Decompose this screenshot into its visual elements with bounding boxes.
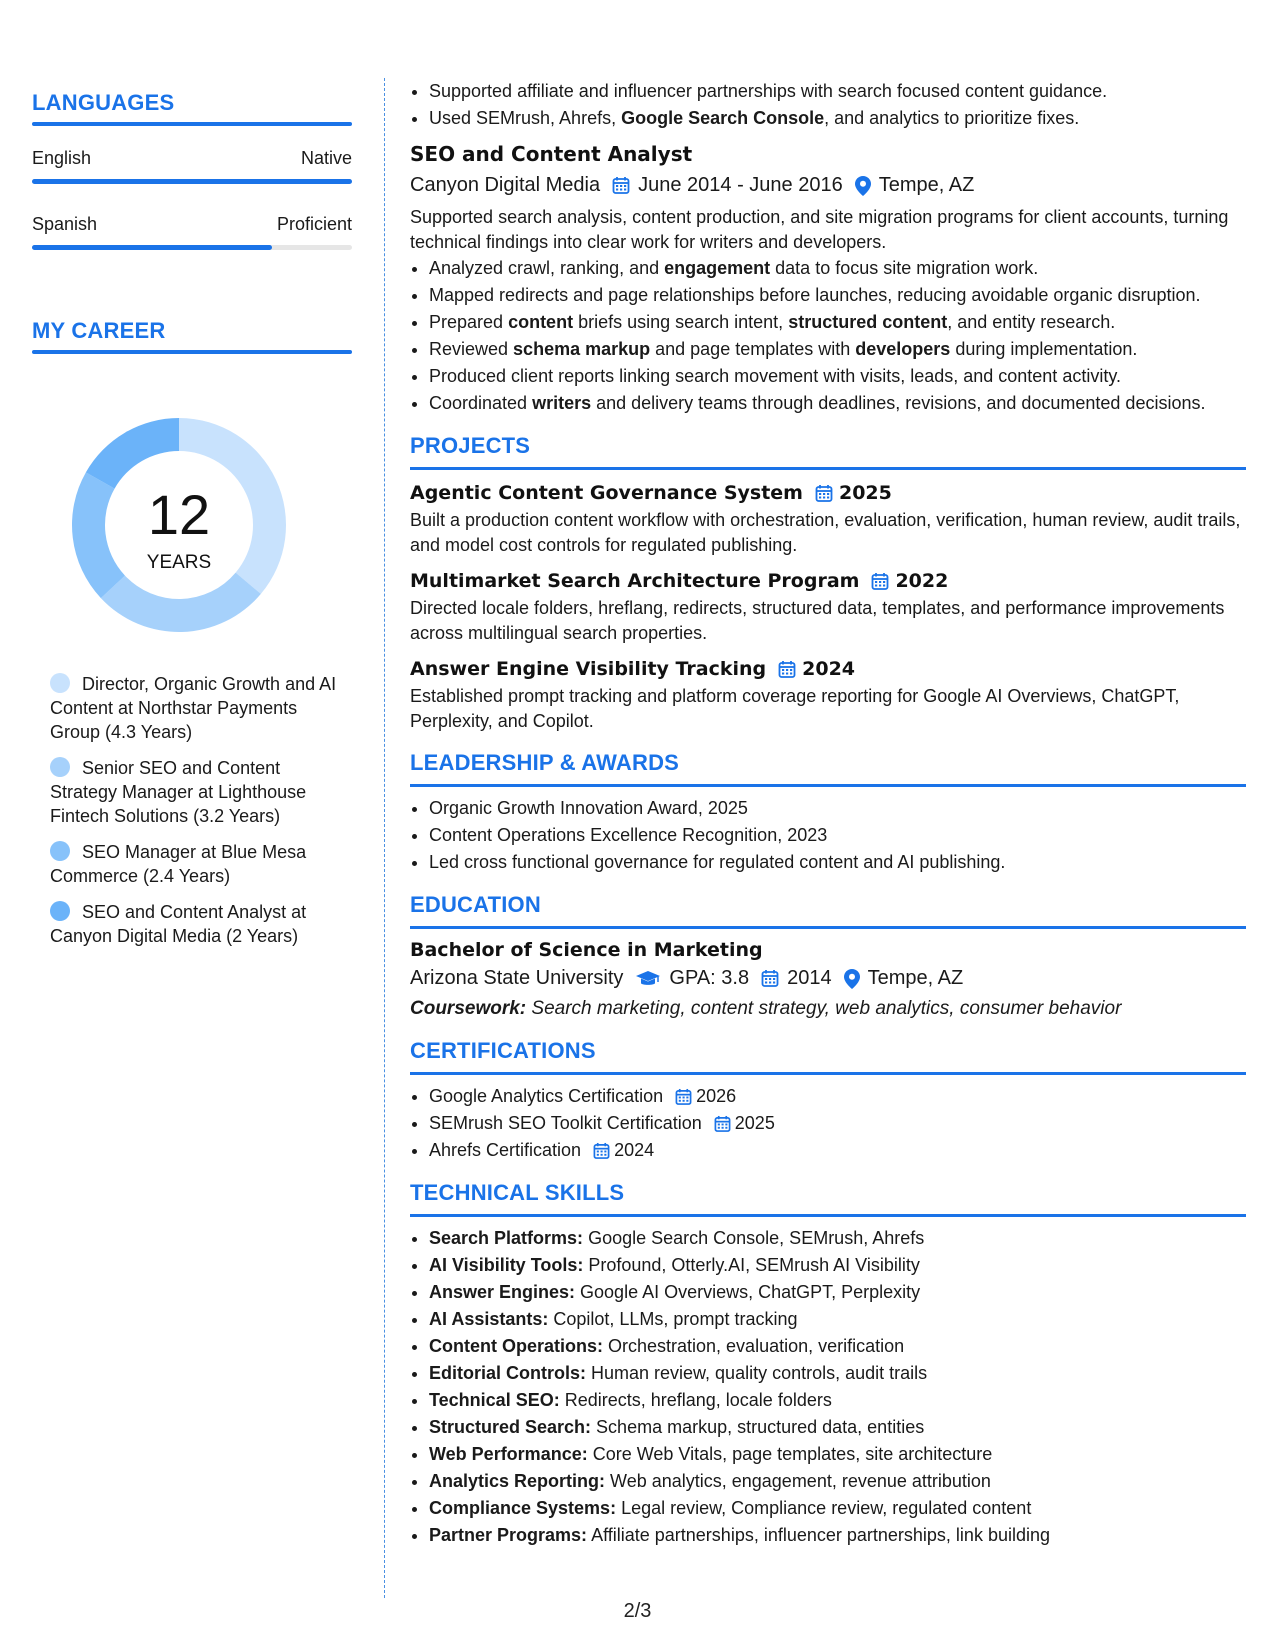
graduation-year: 2014 <box>787 967 832 989</box>
bullet-item <box>429 78 1246 105</box>
skill-value: Orchestration, evaluation, verification <box>603 1336 905 1356</box>
certification-name: • SEMrush SEO Toolkit Certification <box>429 1113 702 1133</box>
certification-item <box>429 1110 1246 1137</box>
skills-section <box>410 1180 1246 1549</box>
bullet-item <box>429 336 1246 363</box>
certifications-section <box>410 1038 1246 1164</box>
coursework-label: Coursework: <box>410 998 527 1019</box>
page-number: 2/3 <box>623 1600 652 1622</box>
legend-dot <box>50 841 70 861</box>
language-bar <box>32 245 352 250</box>
languages-title: LANGUAGES <box>32 90 175 115</box>
legend-dot <box>50 673 70 693</box>
language-row <box>32 148 352 169</box>
bullet-text: during implementation. <box>950 339 1138 359</box>
job-meta <box>410 174 1246 197</box>
skill-label: AI Assistants: <box>429 1309 549 1329</box>
donut-slice <box>101 573 261 632</box>
bullet-text: Mapped redirects and page relationships before launches, reducing avoidable organic disruption. <box>429 285 1201 305</box>
column-divider <box>384 78 385 1598</box>
skill-value: Schema markup, structured data, entities <box>591 1417 925 1437</box>
donut-slice <box>86 418 179 489</box>
skill-item <box>429 1414 1246 1441</box>
skill-value: Redirects, hreflang, locale folders <box>559 1390 832 1410</box>
language-name: English <box>32 148 92 168</box>
job-location: Tempe, AZ <box>878 174 975 196</box>
career-role-label: SEO and Content Analyst at Canyon Digital Media (2 Years) <box>50 902 307 946</box>
education-title: EDUCATION <box>410 892 541 917</box>
skill-item <box>429 1360 1246 1387</box>
career-legend-item <box>50 900 340 948</box>
education-meta <box>410 967 1246 990</box>
skill-label: Web Performance: <box>429 1444 588 1464</box>
project-description: Established prompt tracking and platform coverage reporting for Google AI Overviews, ChatGPT, Perplexity, and Copilot. <box>410 686 1180 731</box>
education-location: Tempe, AZ <box>867 967 964 989</box>
job-dates: June 2014 - June 2016 <box>638 174 843 196</box>
project-year: 2024 <box>802 658 856 680</box>
skill-value: Web analytics, engagement, revenue attribution <box>605 1471 991 1491</box>
language-level: Native <box>300 148 352 168</box>
skill-value: Copilot, LLMs, prompt tracking <box>548 1309 798 1329</box>
language-bar-fill <box>32 245 272 250</box>
skill-item <box>429 1522 1246 1549</box>
bullet-item <box>429 309 1246 336</box>
certification-item <box>429 1137 1246 1164</box>
career-total-years: 12 <box>147 483 211 546</box>
calendar-icon <box>675 1088 692 1106</box>
skill-item <box>429 1495 1246 1522</box>
bullet-bold: engagement <box>664 258 771 278</box>
career-rule <box>32 350 352 354</box>
school-name: Arizona State University <box>410 967 624 989</box>
bullet-text: Coordinated <box>429 393 533 413</box>
bullet-text: and page templates with <box>650 339 856 359</box>
calendar-icon <box>815 484 833 503</box>
career-role-label: Director, Organic Growth and AI Content at Northstar Payments Group (4.3 Years) <box>50 674 337 742</box>
language-row <box>32 214 352 235</box>
gpa: GPA: 3.8 <box>669 967 750 989</box>
skill-item <box>429 1333 1246 1360</box>
skill-label: Analytics Reporting: <box>429 1471 606 1491</box>
skill-label: Content Operations: <box>429 1336 603 1356</box>
skill-value: Google Search Console, SEMrush, Ahrefs <box>583 1228 925 1248</box>
projects-title: PROJECTS <box>410 433 531 458</box>
skill-item <box>429 1387 1246 1414</box>
skill-label: Technical SEO: <box>429 1390 560 1410</box>
language-bar <box>32 179 352 184</box>
skill-value: Core Web Vitals, page templates, site architecture <box>587 1444 993 1464</box>
certification-item <box>429 1083 1246 1110</box>
section-rule <box>410 467 1246 470</box>
calendar-icon <box>761 969 779 988</box>
calendar-icon <box>593 1142 610 1160</box>
certification-year: 2024 <box>614 1140 655 1160</box>
skill-value: Profound, Otterly.AI, SEMrush AI Visibility <box>583 1255 920 1275</box>
career-donut-chart <box>66 412 292 638</box>
language-bar-fill <box>32 179 352 184</box>
section-rule <box>410 1072 1246 1075</box>
skill-item <box>429 1441 1246 1468</box>
project-name: Multimarket Search Architecture Program <box>410 570 860 592</box>
legend-dot <box>50 901 70 921</box>
bullet-bold: structured content <box>788 312 948 332</box>
skill-label: Structured Search: <box>429 1417 592 1437</box>
bullet-text: Reviewed <box>429 339 514 359</box>
job-summary: Supported search analysis, content production, and site migration programs for client accounts, turning technical findings into clear work for writers and developers. <box>410 207 1229 252</box>
skill-value: Human review, quality controls, audit trails <box>586 1363 928 1383</box>
job-bullets <box>410 255 1246 417</box>
skill-label: Partner Programs: <box>429 1525 588 1545</box>
award-item: • Content Operations Excellence Recognition, 2023 <box>429 822 1246 849</box>
calendar-icon <box>871 572 889 591</box>
project-year: 2022 <box>895 570 949 592</box>
skill-item <box>429 1279 1246 1306</box>
bullet-text: briefs using search intent, <box>573 312 789 332</box>
skill-label: Compliance Systems: <box>429 1498 617 1518</box>
bullet-text: Produced client reports linking search movement with visits, leads, and content activity. <box>429 366 1121 386</box>
career-years-unit: YEARS <box>146 552 212 573</box>
project-name: Agentic Content Governance System <box>410 482 803 504</box>
certification-year: 2026 <box>696 1086 737 1106</box>
section-rule <box>410 926 1246 929</box>
project-item <box>410 482 1246 558</box>
bullet-text: and delivery teams through deadlines, revisions, and documented decisions. <box>591 393 1206 413</box>
skill-label: Answer Engines: <box>429 1282 576 1302</box>
project-item <box>410 570 1246 646</box>
bullet-bold: content <box>508 312 574 332</box>
coursework <box>410 998 1246 1020</box>
career-role-label: SEO Manager at Blue Mesa Commerce (2.4 Years) <box>50 842 307 886</box>
languages-rule <box>32 122 352 126</box>
projects-section <box>410 433 1246 734</box>
bullet-text: Prepared <box>429 312 509 332</box>
location-pin-icon <box>855 176 871 196</box>
award-item: • Led cross functional governance for regulated content and AI publishing. <box>429 849 1246 876</box>
skill-item <box>429 1252 1246 1279</box>
certifications-title: CERTIFICATIONS <box>410 1038 596 1063</box>
skill-label: AI Visibility Tools: <box>429 1255 584 1275</box>
bullet-item <box>429 390 1246 417</box>
skills-list <box>410 1225 1246 1549</box>
certification-name: • Ahrefs Certification <box>429 1140 582 1160</box>
awards-title: LEADERSHIP & AWARDS <box>410 750 680 775</box>
career-title: MY CAREER <box>32 318 166 343</box>
calendar-icon <box>714 1115 731 1133</box>
career-legend-item <box>50 840 340 888</box>
skill-label: Search Platforms: <box>429 1228 584 1248</box>
career-legend <box>50 672 340 960</box>
calendar-icon <box>778 660 796 679</box>
job-title: SEO and Content Analyst <box>410 142 693 166</box>
skill-item <box>429 1306 1246 1333</box>
bullet-text: , and analytics to prioritize fixes. <box>824 108 1080 128</box>
skill-label: Editorial Controls: <box>429 1363 586 1383</box>
skill-item <box>429 1225 1246 1252</box>
bullet-item <box>429 255 1246 282</box>
education-section <box>410 892 1246 1020</box>
project-item <box>410 658 1246 734</box>
bullet-item <box>429 363 1246 390</box>
left-column <box>32 90 352 946</box>
graduation-cap-icon <box>635 970 661 988</box>
coursework-text: Search marketing, content strategy, web analytics, consumer behavior <box>526 998 1122 1019</box>
bullet-bold: writers <box>532 393 592 413</box>
bullet-item <box>429 105 1246 132</box>
skill-value: Google AI Overviews, ChatGPT, Perplexity <box>575 1282 921 1302</box>
project-description: Built a production content workflow with orchestration, evaluation, verification, human review, audit trails, and model cost controls for regulated publishing. <box>410 510 1241 555</box>
awards-list <box>410 795 1246 876</box>
bullet-bold: Google Search Console <box>621 108 825 128</box>
project-year: 2025 <box>838 482 892 504</box>
certification-name: • Google Analytics Certification <box>429 1086 664 1106</box>
career-role-label: Senior SEO and Content Strategy Manager at Lighthouse Fintech Solutions (3.2 Years) <box>50 758 307 826</box>
section-rule <box>410 1214 1246 1217</box>
bullet-bold: developers <box>855 339 951 359</box>
project-name: Answer Engine Visibility Tracking <box>410 658 767 680</box>
bullet-bold: schema markup <box>513 339 651 359</box>
project-description: Directed locale folders, hreflang, redirects, structured data, templates, and performance improvements across multilingual search properties. <box>410 598 1225 643</box>
language-level: Proficient <box>276 214 352 234</box>
bullet-item <box>429 282 1246 309</box>
career-legend-item <box>50 756 340 828</box>
award-item: • Organic Growth Innovation Award, 2025 <box>429 795 1246 822</box>
degree: Bachelor of Science in Marketing <box>410 939 763 961</box>
skills-title: TECHNICAL SKILLS <box>410 1180 625 1205</box>
bullet-text: , and entity research. <box>947 312 1116 332</box>
section-rule <box>410 784 1246 787</box>
certifications-list <box>410 1083 1246 1164</box>
bullet-text: Analyzed crawl, ranking, and <box>429 258 665 278</box>
job-company: Canyon Digital Media <box>410 174 601 196</box>
bullet-text: data to focus site migration work. <box>770 258 1039 278</box>
language-name: Spanish <box>32 214 98 234</box>
bullet-text: Used SEMrush, Ahrefs, <box>429 108 622 128</box>
right-column <box>410 78 1246 1549</box>
location-pin-icon <box>844 969 860 989</box>
skill-value: Affiliate partnerships, influencer partnerships, link building <box>587 1525 1050 1545</box>
bullet-text: Supported affiliate and influencer partnerships with search focused content guidance. <box>429 81 1108 101</box>
legend-dot <box>50 757 70 777</box>
skill-item <box>429 1468 1246 1495</box>
calendar-icon <box>612 176 630 195</box>
prior-job-bullets <box>410 78 1246 132</box>
awards-section <box>410 750 1246 876</box>
career-legend-item <box>50 672 340 744</box>
certification-year: 2025 <box>734 1113 775 1133</box>
skill-value: Legal review, Compliance review, regulated content <box>616 1498 1032 1518</box>
